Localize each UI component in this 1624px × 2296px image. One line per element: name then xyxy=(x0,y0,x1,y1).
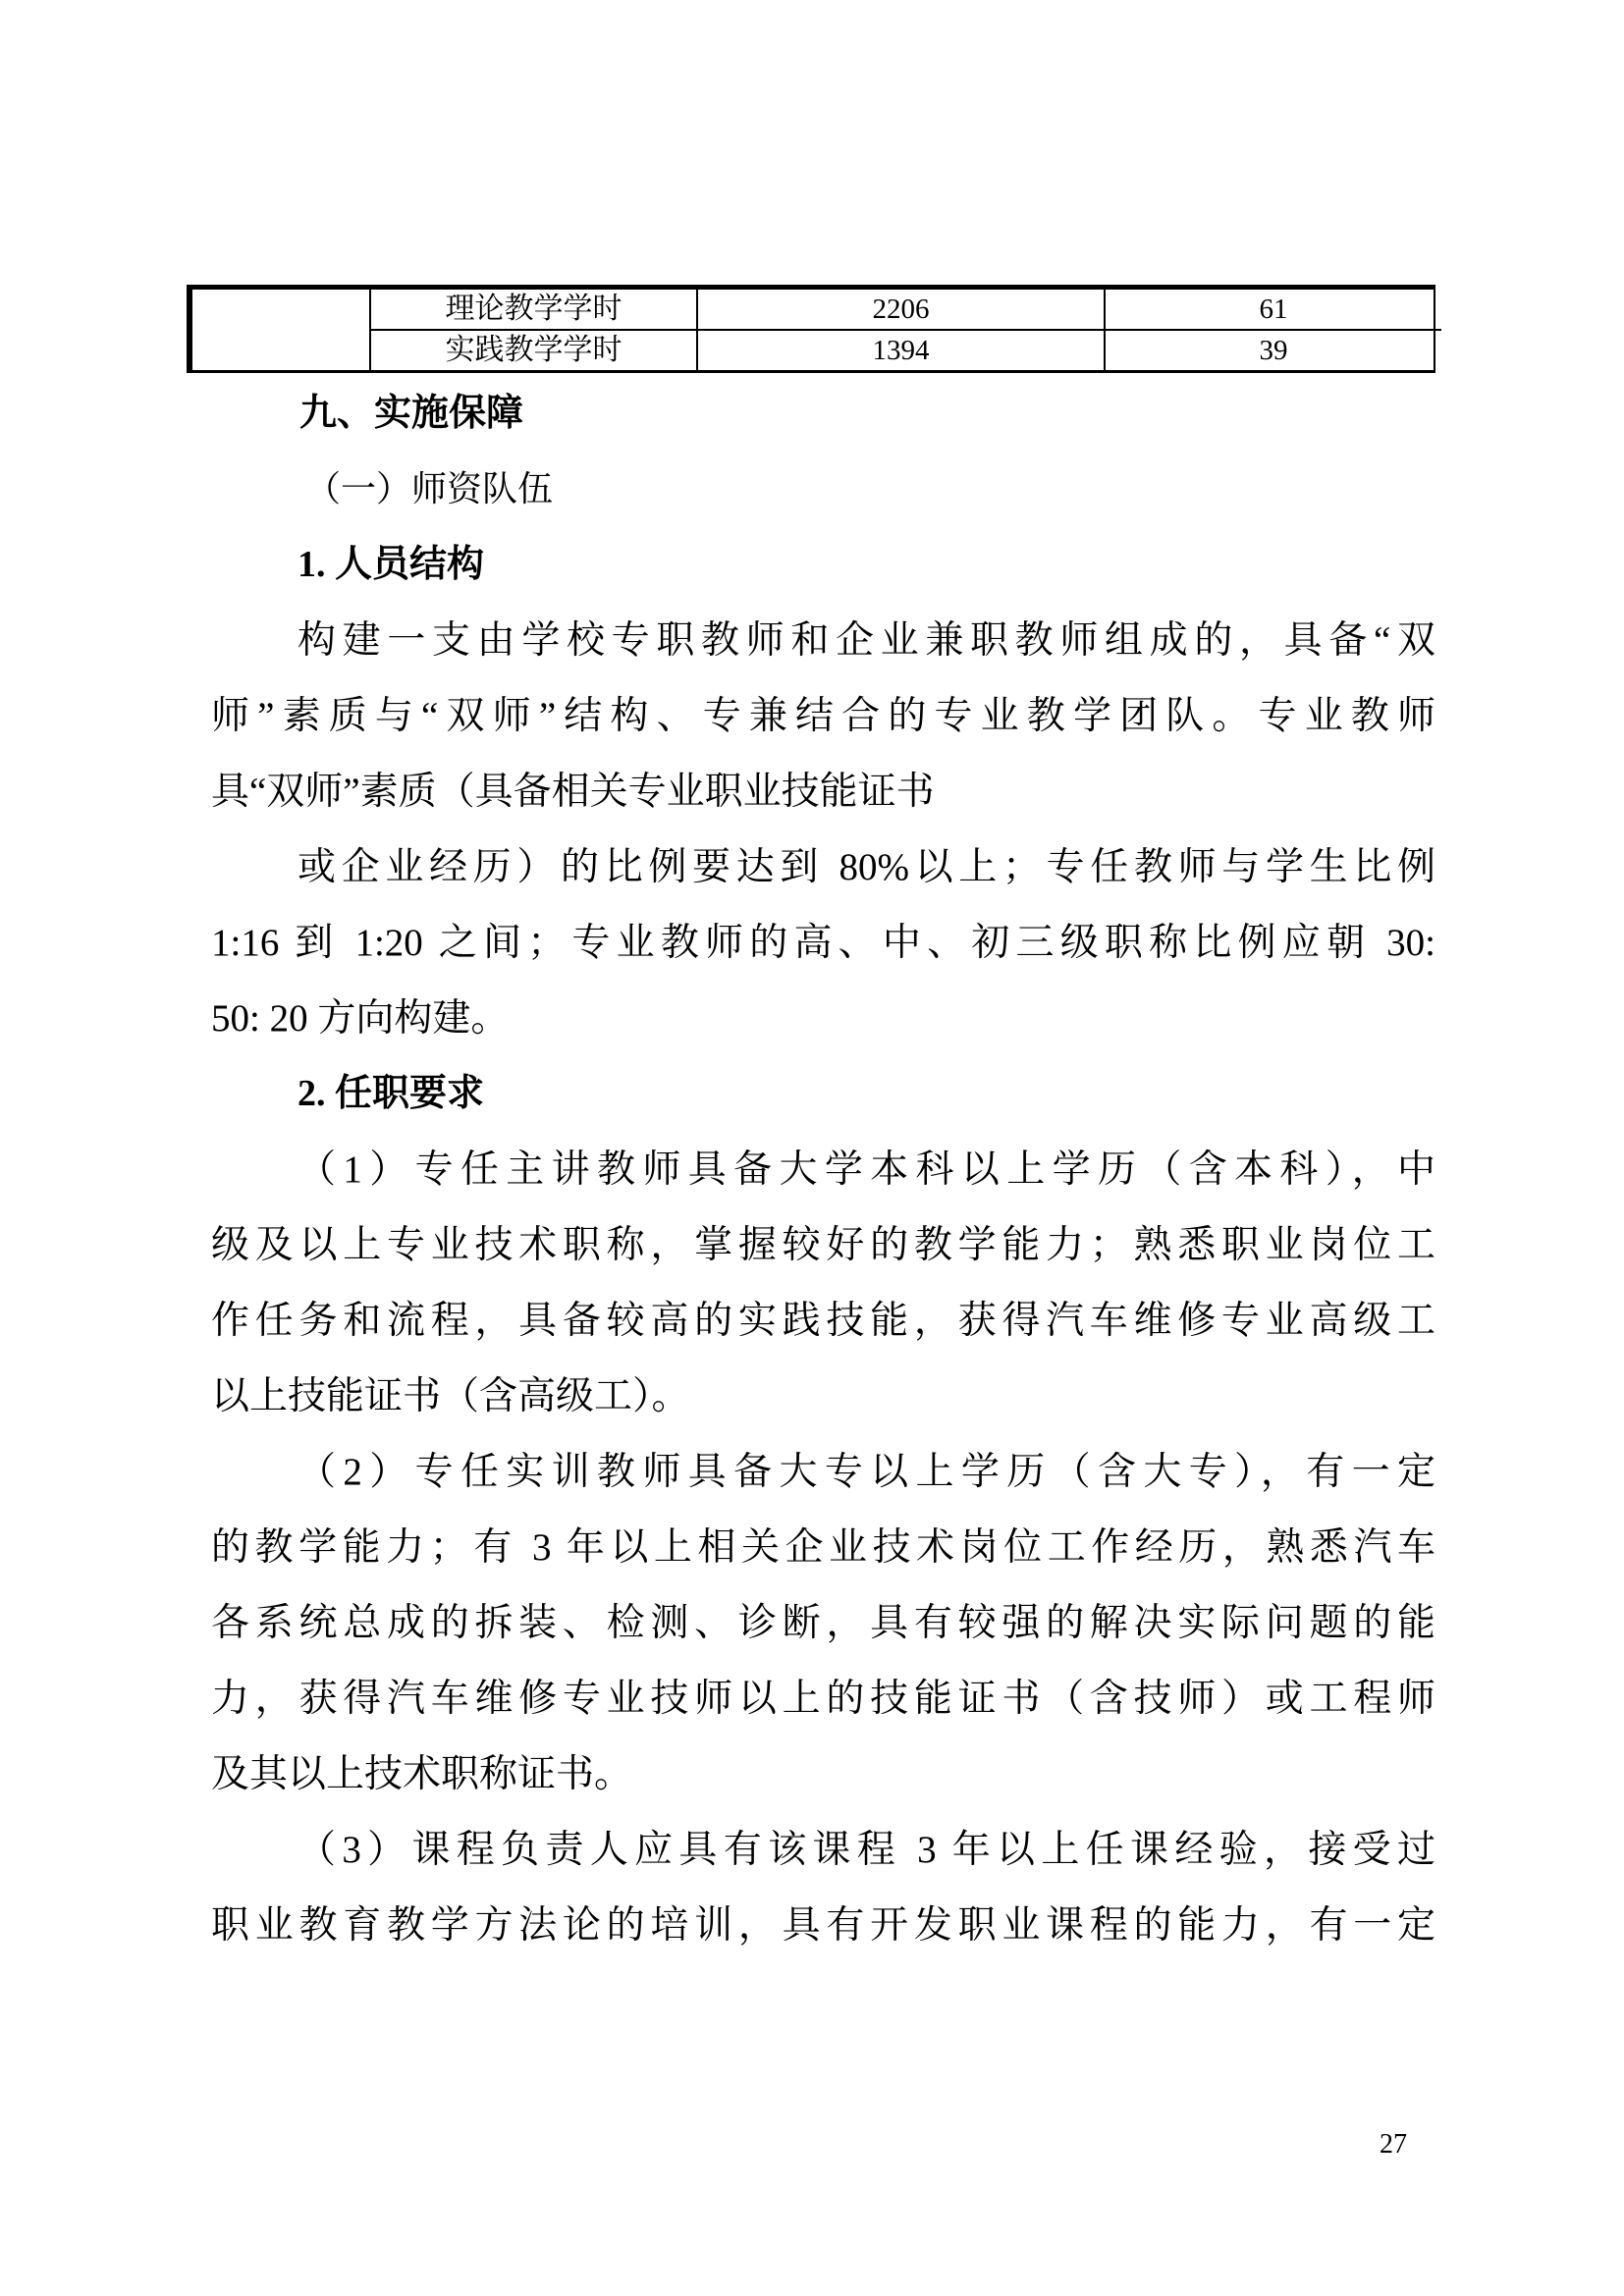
para2-line: 及其以上技术职称证书。 xyxy=(211,1753,633,1795)
text-flow xyxy=(211,376,1435,1963)
table-row1-label: 理论教学学时 xyxy=(369,290,696,331)
para1-line: 1:16 到 1:20 之间；专业教师的高、中、初三级职称比例应朝 30: xyxy=(211,922,1435,964)
page-number: 27 xyxy=(1380,2129,1407,2160)
para1-line: 师”素质与“双师”结构、专兼结合的专业教学团队。专业教师 xyxy=(211,695,1435,737)
table-empty-stub-cell xyxy=(192,290,369,370)
subsection-heading: （一）师资队伍 xyxy=(305,469,554,508)
sub1-heading: 1. 人员结构 xyxy=(298,544,485,585)
para2-line: 作任务和流程，具备较高的实践技能，获得汽车维修专业高级工 xyxy=(211,1300,1435,1342)
para1-line: 构建一支由学校专职教师和企业兼职教师组成的，具备“双 xyxy=(298,619,1435,662)
table-row1-percent: 61 xyxy=(1104,290,1441,331)
para2-line: 的教学能力；有 3 年以上相关企业技术岗位工作经历，熟悉汽车 xyxy=(211,1526,1435,1569)
para2-line: （3）课程负责人应具有该课程 3 年以上任课经验，接受过 xyxy=(298,1829,1435,1871)
teaching-hours-table xyxy=(187,285,1435,373)
para2-line: 级及以上专业技术职称，掌握较好的教学能力；熟悉职业岗位工 xyxy=(211,1224,1435,1266)
para2-line: （1）专任主讲教师具备大学本科以上学历（含本科），中 xyxy=(298,1148,1435,1191)
table-row1-hours: 2206 xyxy=(696,290,1104,331)
para2-line: 职业教育教学方法论的培训，具有开发职业课程的能力，有一定 xyxy=(211,1904,1435,1947)
para2-line: 力，获得汽车维修专业技师以上的技能证书（含技师）或工程师 xyxy=(211,1678,1435,1720)
para2-line: （2）专任实训教师具备大专以上学历（含大专），有一定 xyxy=(298,1451,1435,1493)
table-row2-percent: 39 xyxy=(1104,331,1441,370)
sub2-heading: 2. 任职要求 xyxy=(298,1073,485,1114)
para1-line: 或企业经历）的比例要达到 80%以上；专任教师与学生比例 xyxy=(298,846,1435,888)
para1-line: 具“双师”素质（具备相关专业职业技能证书 xyxy=(211,771,935,813)
para1-line: 50: 20 方向构建。 xyxy=(211,997,510,1040)
section-heading: 九、实施保障 xyxy=(299,393,524,434)
para2-line: 各系统总成的拆装、检测、诊断，具有较强的解决实际问题的能 xyxy=(211,1602,1435,1644)
table-row2-hours: 1394 xyxy=(696,331,1104,370)
table-row2-label: 实践教学学时 xyxy=(369,331,696,370)
para2-line: 以上技能证书（含高级工）。 xyxy=(211,1375,690,1417)
